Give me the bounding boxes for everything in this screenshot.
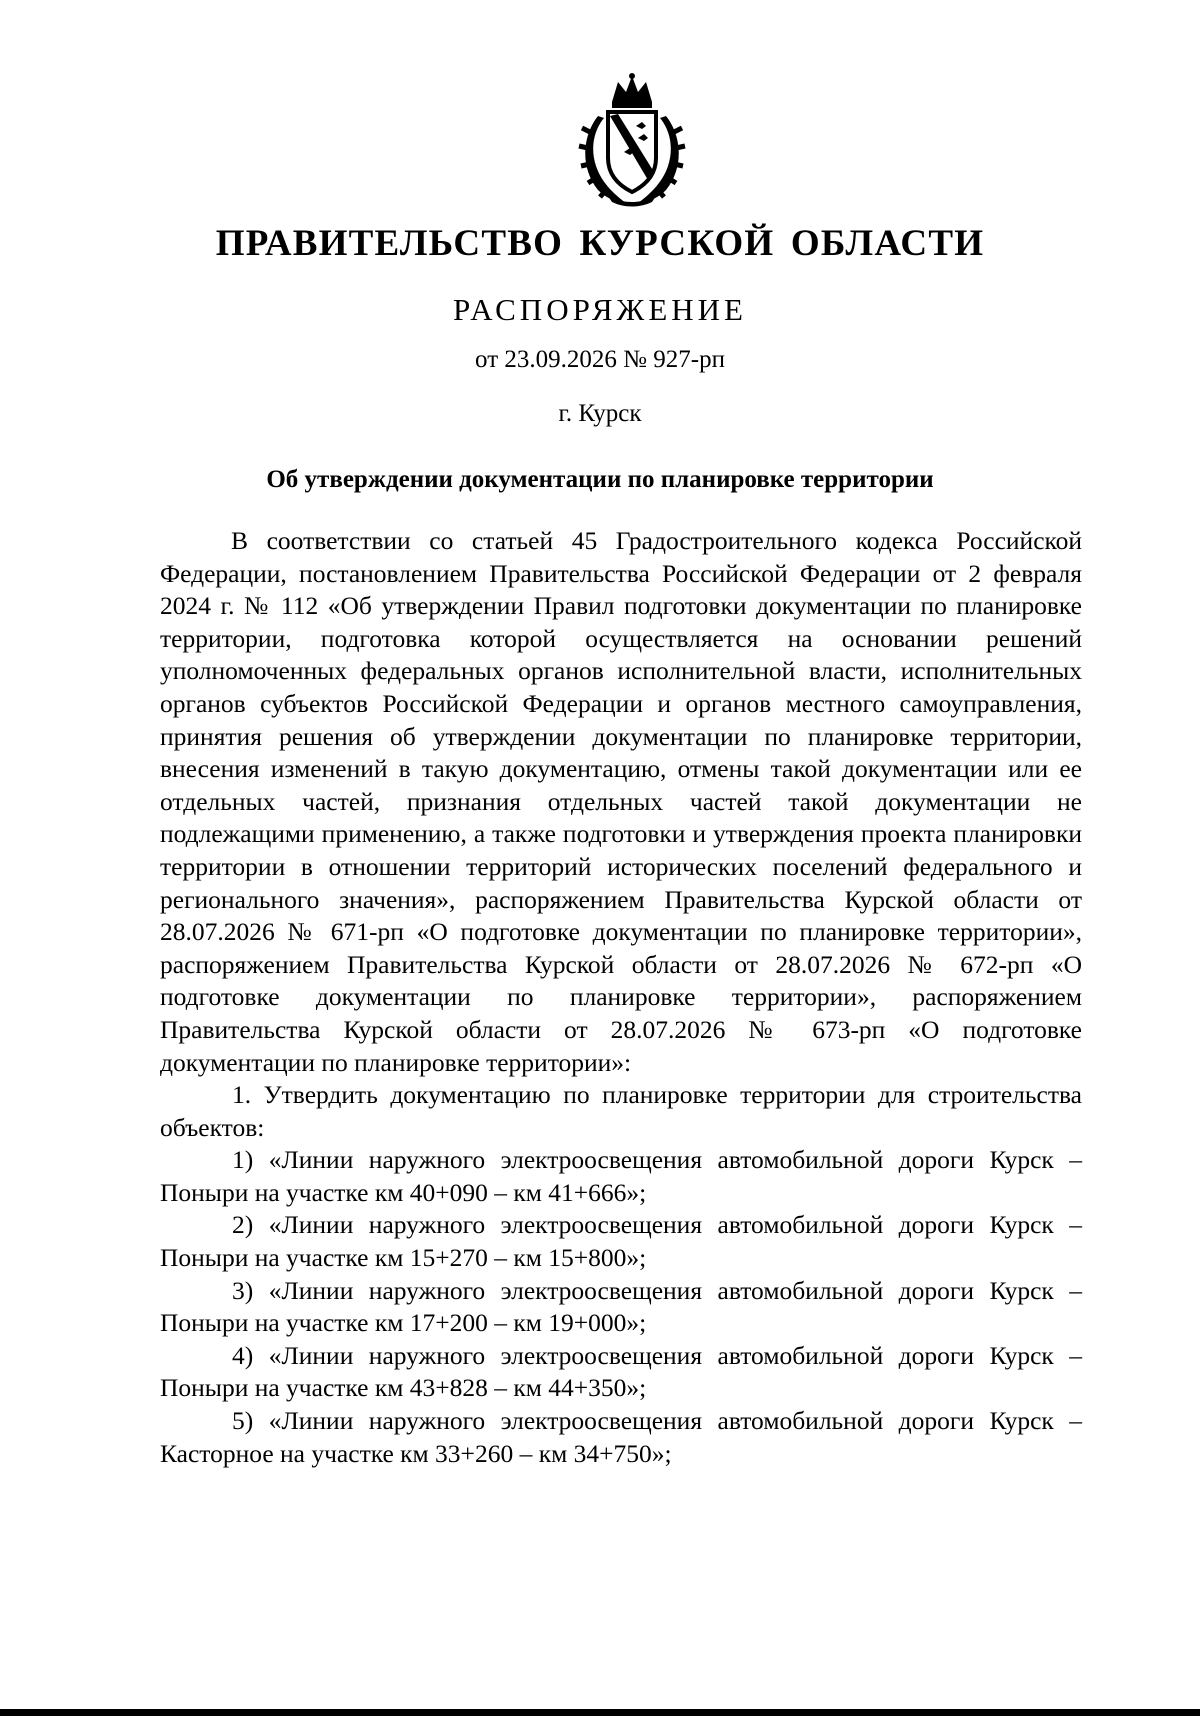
kursk-coat-of-arms-icon [568,72,696,208]
document-city: г. Курск [558,400,642,427]
document-type: РАСПОРЯЖЕНИЕ [453,292,747,327]
list-item: 5) «Линии наружного электроосвещения автомобильной дороги Курск – Касторное на участке км 33+260 – км 34+750»; [160,1406,1082,1468]
list-item: 3) «Линии наружного электроосвещения автомобильной дороги Курск – Поныри на участке км 17+200 – км 19+000»; [160,1275,1082,1338]
document-body [160,525,1082,1470]
list-item: 2) «Линии наружного электроосвещения автомобильной дороги Курск – Поныри на участке км 15+270 – км 15+800»; [160,1210,1082,1273]
document-number: от 23.09.2026 № 927-рп [475,346,725,373]
clause-1: 1. Утвердить документацию по планировке территории для строительства объектов: [160,1080,1082,1142]
scan-edge-divider [0,1709,1200,1716]
list-item: 1) «Линии наружного электроосвещения автомобильной дороги Курск – Поныри на участке км 40+090 – км 41+666»; [160,1145,1082,1207]
organization-name: ПРАВИТЕЛЬСТВО КУРСКОЙ ОБЛАСТИ [215,223,985,264]
document-subject: Об утверждении документации по планировке территории [266,466,934,493]
list-item: 4) «Линии наружного электроосвещения автомобильной дороги Курск – Поныри на участке км 43+828 – км 44+350»; [160,1340,1082,1403]
preamble-paragraph: В соответствии со статьей 45 Градостроительного кодекса Российской Федерации, постановлением Правительства Российской Федерации от 2 февраля 2024 г. № 112 «Об утверждении Правил подготовки документации по планировке территории, подготовка которой осуществляется на основании решений уполномоченных федеральных органов исполнительной власти, исполнительных органов субъектов Российской Федерации и органов местного самоуправления, принятия решения об утверждении документации по планировке территории, внесения изменений в такую документацию, отмены такой документации или ее отдельных частей, признания отдельных частей такой документации не подлежащими применению, а также подготовки и утверждения проекта планировки территории в отношении территорий исторических поселений федерального и регионального значения», распоряжением Правительства Курской области от 28.07.2026 № 671-рп «О подготовке документации по планировке территории», распоряжением Правительства Курской области от 28.07.2026 № 672-рп «О подготовке документации по планировке территории», распоряжением Правительства Курской области от 28.07.2026 № 673-рп «О подготовке документации по планировке территории»: [160,526,1082,1077]
